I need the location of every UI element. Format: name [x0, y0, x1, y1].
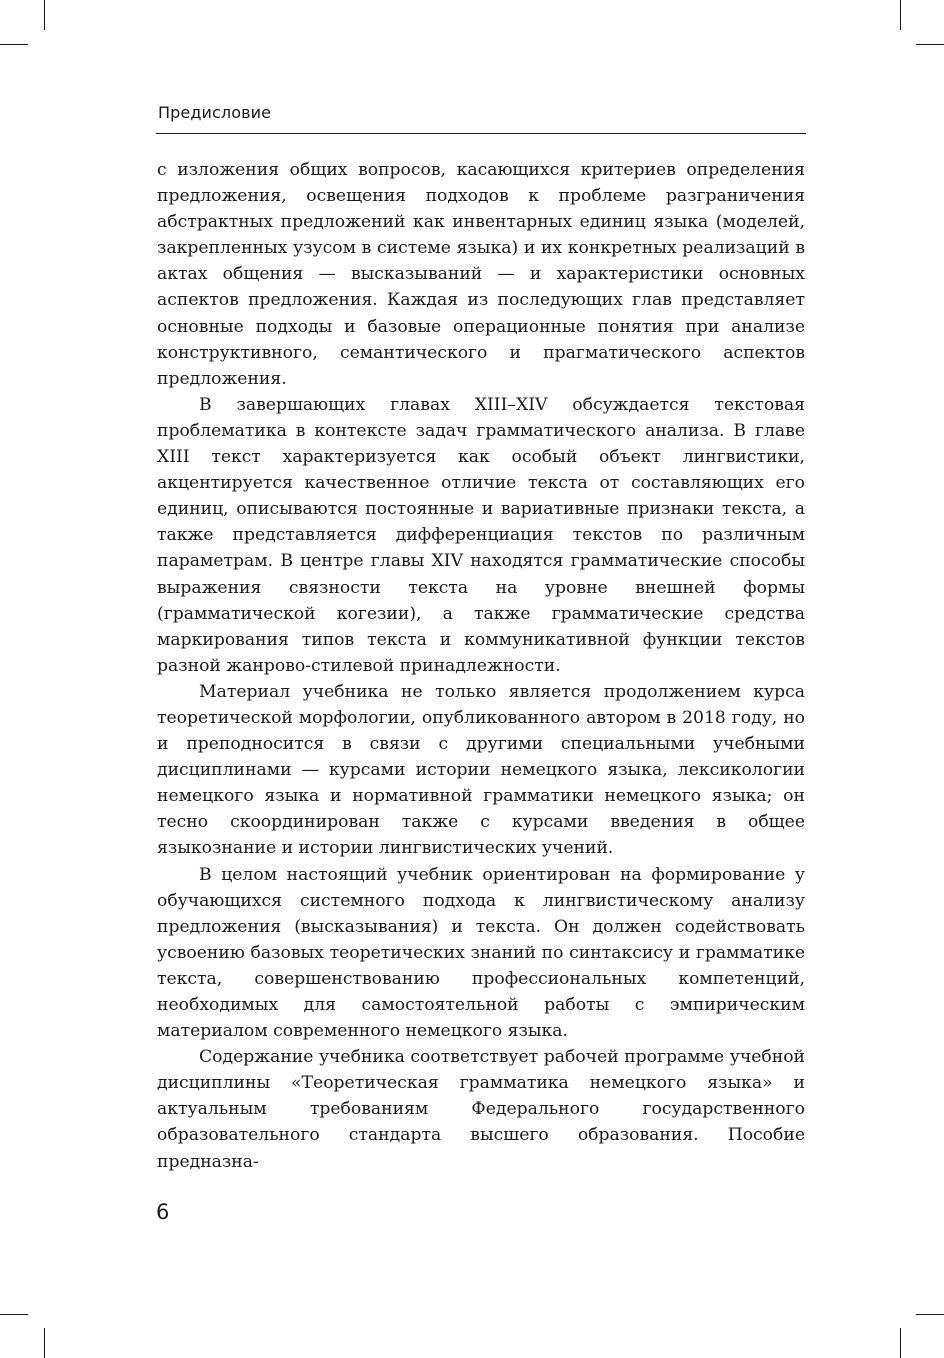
paragraph-2: В завершающих главах XIII–XIV обсуждается текстовая проблематика в контексте задач грамматического анализа. В главе XIII текст характеризуется как особый объект лингвистики, акцентируется качественное отличие текста от составляющих его единиц, описываются постоянные и вариативные признаки текста, а также представляется дифференциация текстов по различным параметрам. В центре главы XIV находятся грамматические способы выражения связности текста на уровне внешней формы (грамматической когезии), а также грамматические средства маркирования типов текста и коммуникативной функции текстов разной жанрово-стилевой принадлежности. — [157, 394, 805, 676]
crop-mark-top-right-vertical — [900, 0, 901, 30]
body-text — [157, 157, 805, 1175]
crop-mark-bottom-right-vertical — [900, 1328, 901, 1358]
crop-mark-top-left-horizontal — [0, 44, 28, 45]
crop-mark-bottom-left-horizontal — [0, 1314, 28, 1315]
crop-mark-top-left-vertical — [44, 0, 45, 30]
paragraph-5: Содержание учебника соответствует рабочей программе учебной дисциплины «Теоретическая грамматика немецкого языка» и актуальным требованиям Федерального государственного образовательного стандарта высшего образования. Пособие предназна- — [157, 1047, 805, 1172]
paragraph-3: Материал учебника не только является продолжением курса теоретической морфологии, опубликованного автором в 2018 году, но и преподносится в связи с другими специальными учебными дисциплинами — курсами истории немецкого языка, лексикологии немецкого языка и нормативной грамматики немецкого языка; он тесно скоординирован также с курсами введения в общее языкознание и истории лингвистических учений. — [157, 681, 805, 859]
paragraph-4: В целом настоящий учебник ориентирован на формирование у обучающихся системного подхода к лингвистическому анализу предложения (высказывания) и текста. Он должен содействовать усвоению базовых теоретических знаний по синтаксису и грамматике текста, совершенствованию профессиональных компетенций, необходимых для самостоятельной работы с эмпирическим материалом современного немецкого языка. — [157, 864, 805, 1042]
paragraph-1: с изложения общих вопросов, касающихся критериев определения предложения, освещения подходов к проблеме разграничения абстрактных предложений как инвентарных единиц языка (моделей, закрепленных узусом в системе языка) и их конкретных реализаций в актах общения — высказываний — и характеристики основных аспектов предложения. Каждая из последующих глав представляет основные подходы и базовые операционные понятия при анализе конструктивного, семантического и прагматического аспектов предложения. — [157, 160, 805, 389]
crop-mark-bottom-right-horizontal — [916, 1314, 944, 1315]
running-head: Предисловие — [158, 103, 272, 122]
crop-mark-top-right-horizontal — [916, 44, 944, 45]
page-number: 6 — [156, 1200, 170, 1224]
crop-mark-bottom-left-vertical — [44, 1328, 45, 1358]
header-rule — [156, 133, 806, 134]
